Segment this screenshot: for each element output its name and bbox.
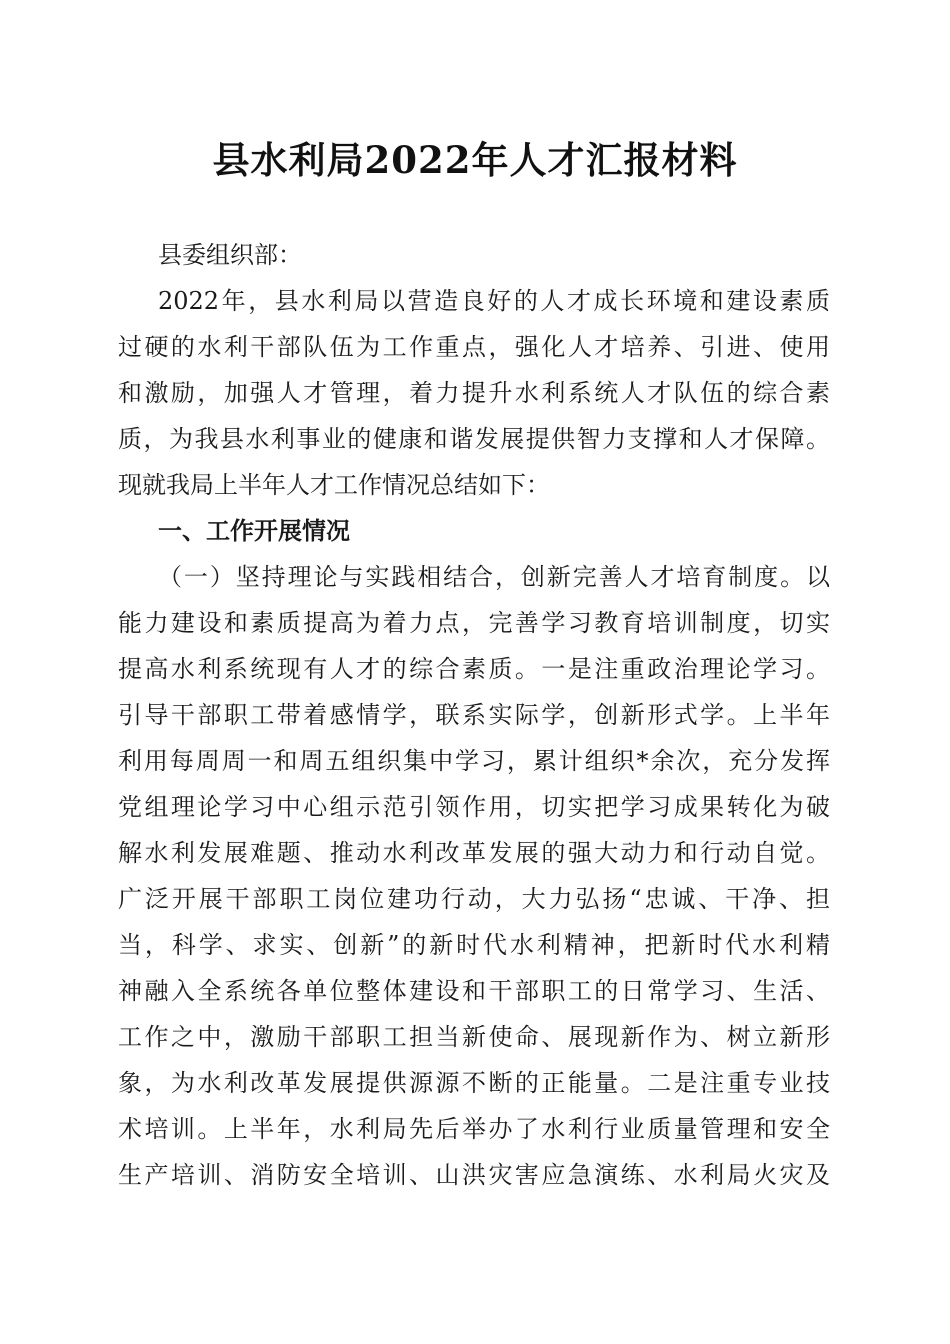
body-line: 能力建设和素质提高为着力点，完善学习教育培训制度，切实 bbox=[118, 609, 830, 637]
body-line: 提高水利系统现有人才的综合素质。一是注重政治理论学习。 bbox=[118, 655, 830, 683]
document-title: 县水利局2022年人才汇报材料 bbox=[212, 138, 738, 182]
body-line: 术培训。上半年，水利局先后举办了水利行业质量管理和安全 bbox=[118, 1115, 830, 1143]
subsection-lead: （一）坚持理论与实践相结合，创新完善人才培育制度。以 bbox=[158, 563, 830, 591]
intro-line: 和激励，加强人才管理，着力提升水利系统人才队伍的综合素 bbox=[118, 379, 830, 407]
document-body bbox=[118, 232, 830, 1198]
intro-line: 2022年，县水利局以营造良好的人才成长环境和建设素质 bbox=[158, 287, 830, 315]
body-line: 解水利发展难题、推动水利改革发展的强大动力和行动自觉。 bbox=[118, 839, 830, 867]
salutation: 县委组织部： bbox=[158, 241, 302, 269]
intro-line: 现就我局上半年人才工作情况总结如下： bbox=[118, 471, 550, 499]
intro-line: 过硬的水利干部队伍为工作重点，强化人才培养、引进、使用 bbox=[118, 333, 830, 361]
intro-line: 质，为我县水利事业的健康和谐发展提供智力支撑和人才保障。 bbox=[118, 425, 830, 453]
body-line: 当，科学、求实、创新”的新时代水利精神，把新时代水利精 bbox=[118, 931, 830, 959]
section-heading: 一、工作开展情况 bbox=[158, 517, 350, 545]
body-line: 引导干部职工带着感情学，联系实际学，创新形式学。上半年 bbox=[118, 701, 830, 729]
body-line: 神融入全系统各单位整体建设和干部职工的日常学习、生活、 bbox=[118, 977, 830, 1005]
body-line: 党组理论学习中心组示范引领作用，切实把学习成果转化为破 bbox=[118, 793, 830, 821]
body-line: 生产培训、消防安全培训、山洪灾害应急演练、水利局火灾及 bbox=[118, 1161, 830, 1189]
body-line: 工作之中，激励干部职工担当新使命、展现新作为、树立新形 bbox=[118, 1023, 830, 1051]
body-line: 利用每周周一和周五组织集中学习，累计组织*余次，充分发挥 bbox=[118, 747, 830, 775]
body-line: 广泛开展干部职工岗位建功行动，大力弘扬“忠诚、干净、担 bbox=[118, 885, 830, 913]
body-line: 象，为水利改革发展提供源源不断的正能量。二是注重专业技 bbox=[118, 1069, 830, 1097]
